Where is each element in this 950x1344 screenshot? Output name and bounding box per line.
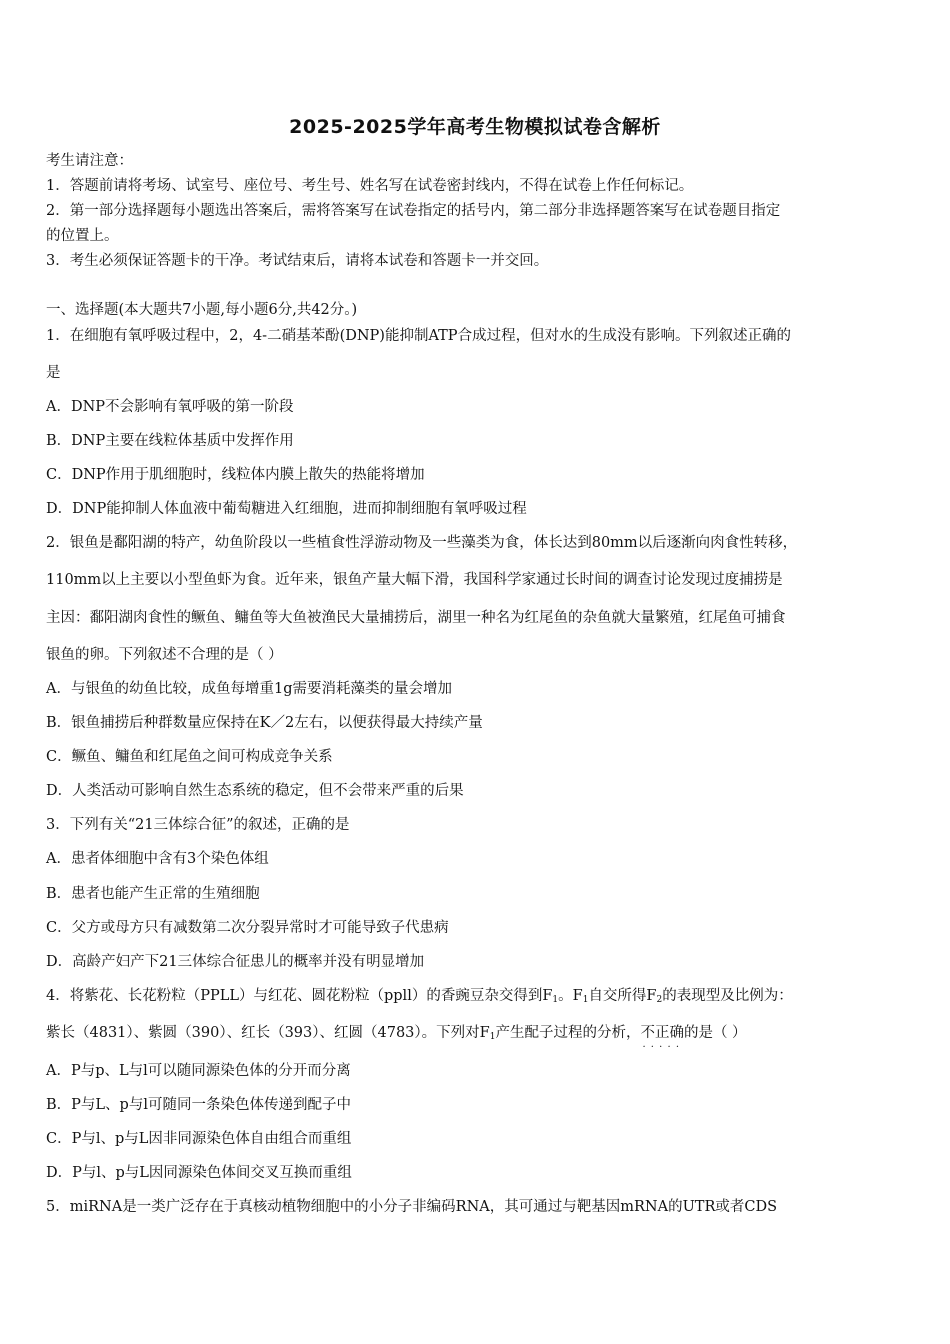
q1-option-b: B．DNP主要在线粒体基质中发挥作用	[46, 433, 294, 449]
subscript: 1	[582, 995, 589, 1005]
subscript: 1	[552, 995, 559, 1005]
q4-stem-text: 的是（ ）	[683, 1025, 747, 1041]
q4-stem-text: 4．将紫花、长花粉粒（PPLL）与红花、圆花粉粒（ppll）的香豌豆杂交得到F	[46, 988, 553, 1004]
notice-item-3: 3．考生必须保证答题卡的干净。考试结束后，请将本试卷和答题卡一并交回。	[46, 253, 549, 269]
q1-option-d: D．DNP能抑制人体血液中葡萄糖进入红细胞，进而抑制细胞有氧呼吸过程	[46, 501, 527, 517]
q1-stem-line1: 1．在细胞有氧呼吸过程中，2，4-二硝基苯酚(DNP)能抑制ATP合成过程，但对水的生成没有影响。下列叙述正确的	[46, 328, 792, 344]
q4-option-b: B．P与L、p与l可随同一条染色体传递到配子中	[46, 1097, 351, 1113]
q2-option-d: D．人类活动可影响自然生态系统的稳定，但不会带来严重的后果	[46, 783, 464, 799]
q4-stem-text: 自交所得F	[588, 988, 657, 1004]
notice-item-2: 2．第一部分选择题每小题选出答案后，需将答案写在试卷指定的括号内，第二部分非选择题答案写在试卷题目指定	[46, 203, 781, 219]
subscript: 1	[489, 1032, 496, 1042]
q2-option-c: C．鳜鱼、鳙鱼和红尾鱼之间可构成竞争关系	[46, 749, 333, 765]
notice-heading: 考生请注意：	[46, 153, 133, 169]
q4-option-c: C．P与l、p与L因非同源染色体自由组合而重组	[46, 1131, 352, 1147]
subscript: 2	[656, 995, 663, 1005]
q4-option-a: A．P与p、L与l可以随同源染色体的分开而分离	[46, 1063, 351, 1079]
q2-option-b: B．银鱼捕捞后种群数量应保持在K／2左右，以便获得最大持续产量	[46, 715, 483, 731]
q3-stem: 3．下列有关“21三体综合征”的叙述，正确的是	[46, 817, 350, 833]
q5-stem-line1: 5．miRNA是一类广泛存在于真核动植物细胞中的小分子非编码RNA，其可通过与靶基因mRNA的UTR或者CDS	[46, 1199, 778, 1215]
emphasis-dotted-text: 不正确 · · ·	[640, 1025, 684, 1041]
q2-stem-line3: 主因：鄱阳湖肉食性的鳜鱼、鳙鱼等大鱼被渔民大量捕捞后，湖里一种名为红尾鱼的杂鱼就大量繁殖，红尾鱼可捕食	[46, 610, 786, 626]
q3-option-a: A．患者体细胞中含有3个染色体组	[46, 851, 269, 867]
q1-option-c: C．DNP作用于肌细胞时，线粒体内膜上散失的热能将增加	[46, 467, 425, 483]
q4-option-d: D．P与l、p与L因同源染色体间交叉互换而重组	[46, 1165, 352, 1181]
q4-stem-text: 紫长（4831）、紫圆（390）、红长（393）、红圆（4783）。下列对F	[46, 1025, 490, 1041]
q3-option-c: C．父方或母方只有减数第二次分裂异常时才可能导致子代患病	[46, 920, 449, 936]
q4-stem-text: 。F	[558, 988, 583, 1004]
q2-option-a: A．与银鱼的幼鱼比较，成鱼每增重1g需要消耗藻类的量会增加	[46, 681, 452, 697]
q4-stem-line2	[46, 1023, 906, 1047]
q4-stem-text: 产生配子过程的分析，	[495, 1025, 641, 1041]
q2-stem-line4: 银鱼的卵。下列叙述不合理的是（ ）	[46, 647, 283, 663]
q1-stem-line2: 是	[46, 365, 61, 381]
q4-stem-text: 的表现型及比例为：	[662, 988, 793, 1004]
q2-stem-line2: 110mm以上主要以小型鱼虾为食。近年来，银鱼产量大幅下滑，我国科学家通过长时间的调查讨论发现过度捕捞是	[46, 572, 783, 588]
q4-stem-line1	[46, 986, 906, 1010]
q3-option-b: B．患者也能产生正常的生殖细胞	[46, 886, 260, 902]
notice-item-2-cont: 的位置上。	[46, 228, 119, 244]
page-title: 2025-2025学年高考生物模拟试卷含解析	[289, 116, 661, 138]
q2-stem-line1: 2．银鱼是鄱阳湖的特产，幼鱼阶段以一些植食性浮游动物及一些藻类为食，体长达到80mm以后逐渐向肉食性转移，	[46, 535, 798, 551]
q3-option-d: D．高龄产妇产下21三体综合征患儿的概率并没有明显增加	[46, 954, 425, 970]
notice-item-1: 1．答题前请将考场、试室号、座位号、考生号、姓名写在试卷密封线内，不得在试卷上作任何标记。	[46, 178, 694, 194]
section-heading: 一、选择题(本大题共7小题,每小题6分,共42分。)	[46, 302, 358, 318]
q1-option-a: A．DNP不会影响有氧呼吸的第一阶段	[46, 399, 294, 415]
